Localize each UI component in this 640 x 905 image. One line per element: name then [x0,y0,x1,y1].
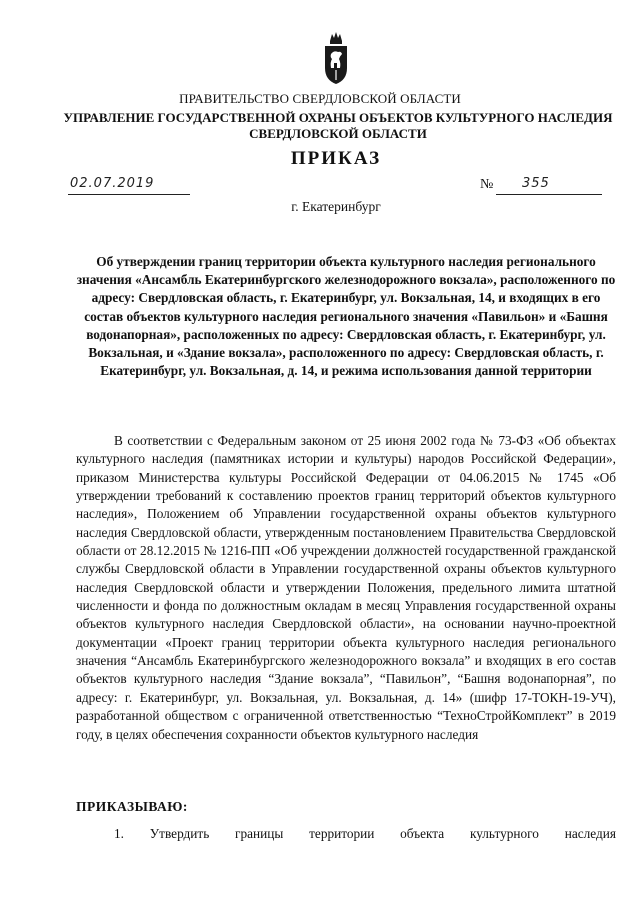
government-title: ПРАВИТЕЛЬСТВО СВЕРДЛОВСКОЙ ОБЛАСТИ [179,91,461,106]
department-title: УПРАВЛЕНИЕ ГОСУДАРСТВЕННОЙ ОХРАНЫ ОБЪЕКТОВ КУЛЬТУРНОГО НАСЛЕДИЯ СВЕРДЛОВСКОЙ ОБЛАСТИ [63,110,613,141]
order-word: ПРИКАЗЫВАЮ: [76,799,188,814]
number-value: 355 [522,176,550,191]
document-type-title: ПРИКАЗ [290,148,382,169]
order-item-1: 1. Утвердить границы территории объекта культурного наследия [114,826,616,841]
preamble-paragraph: В соответствии с Федеральным законом от 25 июня 2002 года № 73-ФЗ «Об объектах культурного наследия (памятниках истории и культуры) народов Российской Федерации», приказом Министерства культуры Российской Федерации от 04.06.2015 № 1745 «Об утверждении требований к составлению проектов границ территорий объектов культурного наследия», Положением об Управлении государственной охраны объектов культурного наследия Свердловской области, утвержденным постановлением Правительства Свердловской области от 28.12.2015 № 1216-ПП «Об учреждении должностей государственной гражданской службы Свердловской области в Управлении государственной охраны объектов культурного наследия Свердловской области и утверждении Положения, предельного лимита штатной численности и фонда по должностным окладам в месяц Управления государственной охраны объектов культурного наследия Свердловской области», на основании научно-проектной документации «Проект границ территории объекта культурного наследия регионального значения “Ансамбль Екатеринбургского железнодорожного вокзала” и входящих в его состав объектов культурного наследия “Здание вокзала”, “Павильон”, “Башня водонапорная”, по адресу: г. Екатеринбург, ул. Вокзальная, ул. Вокзальная, д. 14» (шифр 17-ТОКН-19-УЧ), разработанной обществом с ограниченной ответственностью “ТехноСтройКомплект” в 2019 году, в целях обеспечения сохранности объектов культурного наследия [76,433,616,742]
city-line: г. Екатеринбург [291,199,381,214]
date-value: 02.07.2019 [70,176,155,191]
subject-heading: Об утверждении границ территории объекта культурного наследия регионального значения «Ансамбль Екатеринбургского железнодорожного вокзала», расположенного по адресу: Свердловская область, г. Екатеринбург, ул. Вокзальная, 14, и входящих в его состав объектов культурного наследия регионального значения «Павильон» и «Башня водонапорная», расположенных по адресу: Свердловская область, г. Екатеринбург, ул. Вокзальная, и «Здание вокзала», расположенного по адресу: Свердловская область, г. Екатеринбург, ул. Вокзальная, д. 14, и режима использования данной территории [76,254,616,379]
date-field [68,176,190,195]
number-label: № [480,177,494,192]
coat-of-arms-icon [322,30,350,86]
number-field [496,176,602,195]
